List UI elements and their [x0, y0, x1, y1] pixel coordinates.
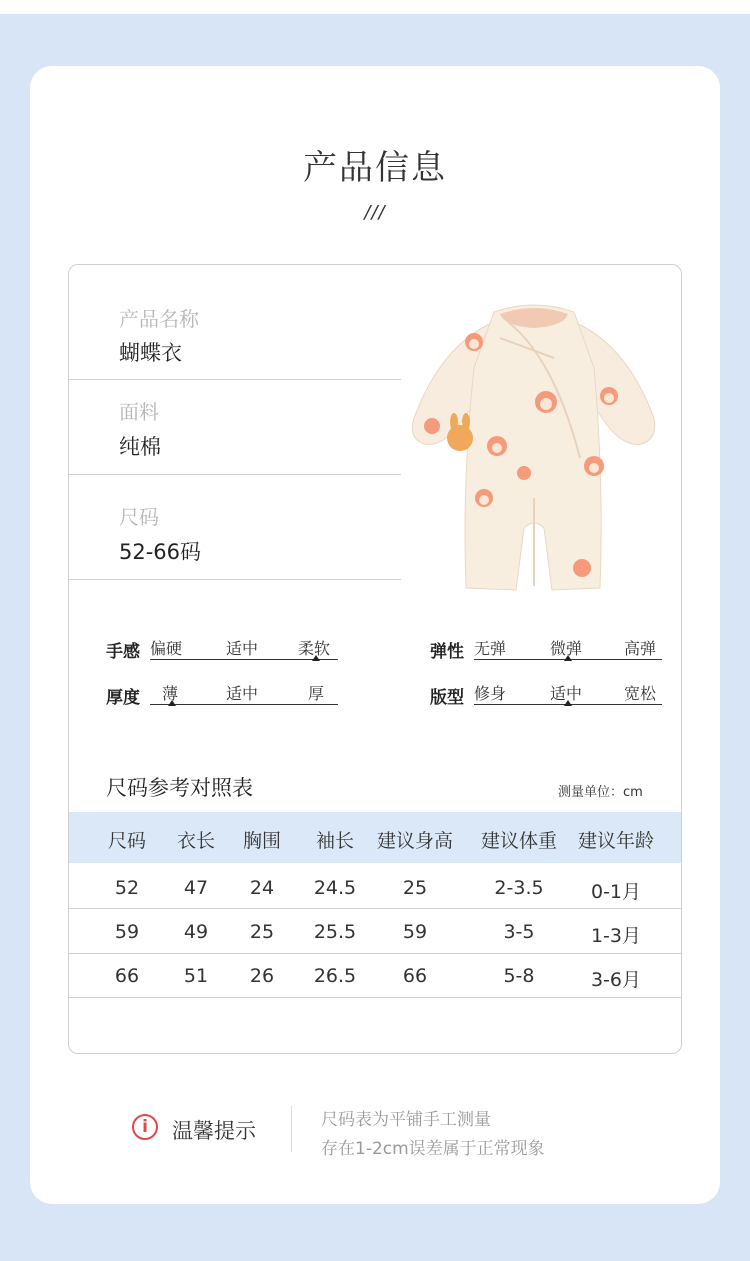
page-title: 产品信息	[303, 148, 447, 188]
scale-marker	[312, 655, 320, 661]
scale-option: 薄	[162, 684, 179, 703]
scale-marker	[564, 655, 572, 661]
title-decoration: ///	[364, 202, 386, 223]
table-header-cell: 衣长	[176, 830, 215, 852]
table-cell: 1-3月	[590, 925, 642, 947]
table-cell: 66	[114, 965, 140, 987]
divider	[69, 474, 401, 475]
scale-track	[150, 659, 338, 660]
divider	[69, 579, 401, 580]
scale-option: 修身	[474, 684, 507, 703]
tip-title: 温馨提示	[172, 1119, 256, 1143]
table-cell: 24	[249, 877, 275, 899]
row-divider	[69, 997, 681, 998]
table-cell: 49	[183, 921, 209, 943]
tip-separator	[291, 1106, 292, 1152]
scale-label-hand-feel: 手感	[106, 642, 140, 662]
table-header-cell: 尺码	[107, 830, 146, 852]
table-cell: 25	[249, 921, 275, 943]
field-value: 纯棉	[119, 435, 161, 459]
table-cell: 59	[402, 921, 428, 943]
scale-option: 柔软	[298, 639, 331, 658]
info-icon: i	[132, 1114, 158, 1140]
scale-option: 适中	[550, 684, 583, 703]
scale-marker	[564, 700, 572, 706]
scale-option: 适中	[226, 684, 259, 703]
field-label: 尺码	[119, 505, 159, 529]
table-cell: 25.5	[313, 921, 357, 943]
table-cell: 3-5	[503, 921, 535, 943]
table-cell: 51	[183, 965, 209, 987]
table-cell: 24.5	[313, 877, 357, 899]
divider	[69, 379, 401, 380]
scale-option: 厚	[308, 684, 325, 703]
scale-option: 宽松	[624, 684, 657, 703]
field-label: 产品名称	[119, 307, 199, 331]
scale-option: 适中	[226, 639, 259, 658]
table-cell: 2-3.5	[494, 877, 544, 899]
scale-option: 偏硬	[150, 639, 183, 658]
scale-thickness	[150, 681, 338, 705]
table-cell: 47	[183, 877, 209, 899]
table-header-cell: 胸围	[242, 830, 281, 852]
scale-marker	[168, 700, 176, 706]
field-label: 面料	[119, 400, 159, 424]
row-divider	[69, 908, 681, 909]
scale-option: 无弹	[474, 639, 507, 658]
tip-line: 尺码表为平铺手工测量	[321, 1110, 491, 1130]
scale-label-elasticity: 弹性	[430, 642, 464, 662]
table-cell: 0-1月	[590, 881, 642, 903]
measurement-unit: 测量单位：cm	[558, 785, 643, 800]
top-strip	[0, 0, 750, 14]
scale-label-thickness: 厚度	[106, 688, 140, 708]
row-divider	[69, 953, 681, 954]
field-value: 52-66码	[119, 540, 202, 564]
table-cell: 3-6月	[590, 969, 642, 991]
scale-option: 高弹	[624, 639, 657, 658]
scale-fit	[474, 681, 662, 705]
scale-elasticity	[474, 636, 662, 660]
product-image	[404, 298, 662, 596]
table-cell: 66	[402, 965, 428, 987]
table-cell: 26.5	[313, 965, 357, 987]
table-header-cell: 建议身高	[376, 830, 453, 852]
table-cell: 59	[114, 921, 140, 943]
scale-hand-feel	[150, 636, 338, 660]
size-table-title: 尺码参考对照表	[106, 776, 253, 800]
tip-line: 存在1-2cm误差属于正常现象	[321, 1139, 545, 1159]
table-header-cell: 建议年龄	[577, 830, 654, 852]
scale-track	[150, 704, 338, 705]
field-value: 蝴蝶衣	[119, 341, 182, 365]
table-cell: 26	[249, 965, 275, 987]
table-cell: 52	[114, 877, 140, 899]
table-cell: 5-8	[503, 965, 535, 987]
table-cell: 25	[402, 877, 428, 899]
scale-label-fit: 版型	[430, 688, 464, 708]
table-header-cell: 袖长	[315, 830, 354, 852]
scale-option: 微弹	[550, 639, 583, 658]
table-header-cell: 建议体重	[480, 830, 557, 852]
